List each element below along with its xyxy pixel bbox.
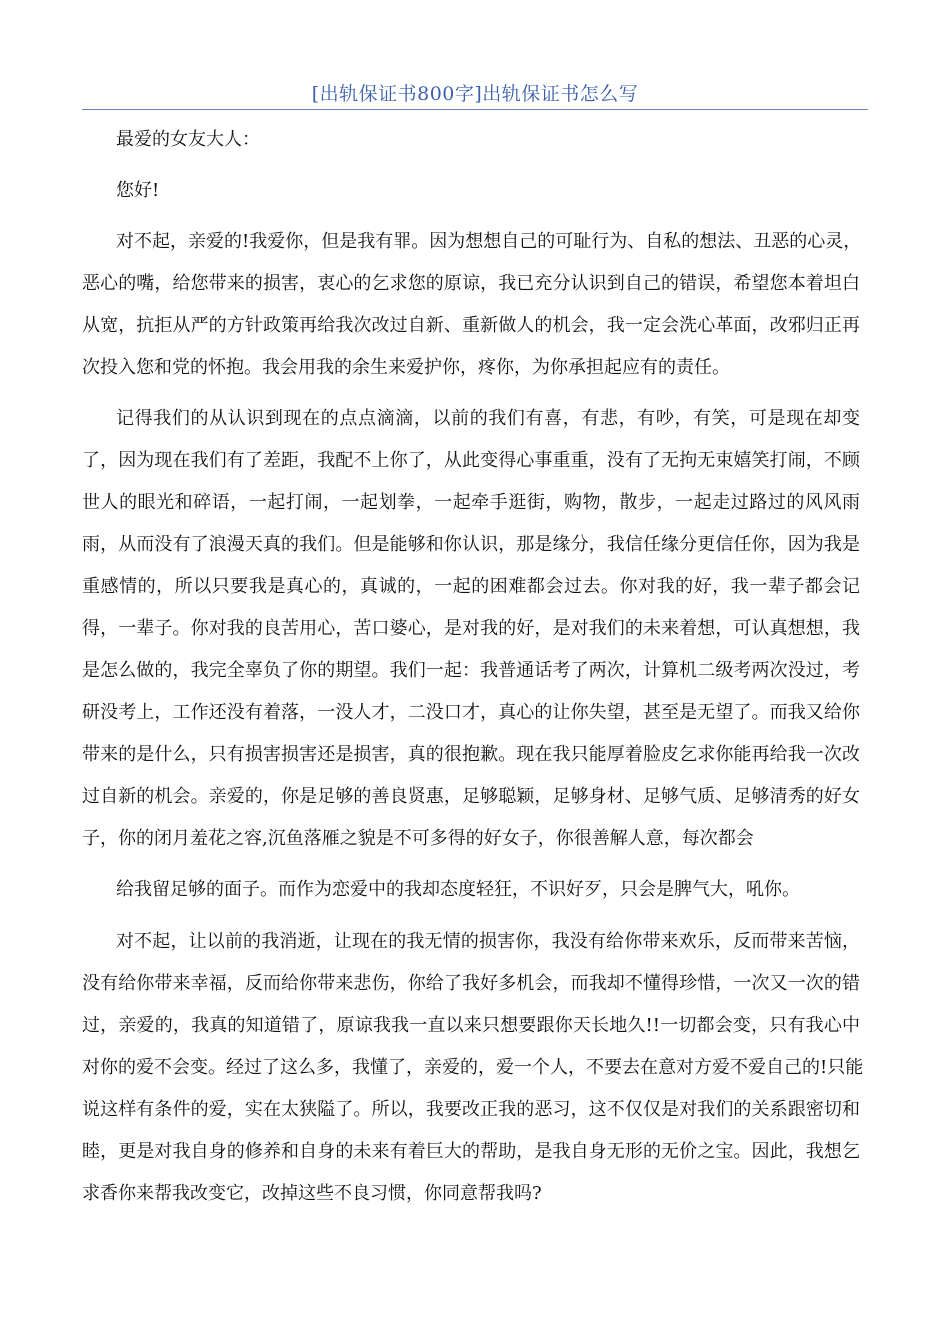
paragraph-line: 是怎么做的，我完全辜负了你的期望。我们一起：我普通话考了两次，计算机二级考两次没过，考 [82, 660, 860, 681]
paragraph-line: 对不起，让以前的我消逝，让现在的我无情的损害你，我没有给你带来欢乐，反而带来苦恼， [116, 931, 860, 952]
paragraph-line: 雨，从而没有了浪漫天真的我们。但是能够和你认识，那是缘分，我信任缘分更信任你，因为我是 [82, 534, 860, 555]
paragraph-line: 过，亲爱的，我真的知道错了，原谅我我一直以来只想要跟你天长地久!!一切都会变，只有我心中 [82, 1015, 860, 1036]
paragraph-line: 世人的眼光和碎语，一起打闹，一起划拳，一起牵手逛街，购物，散步，一起走过路过的风风雨 [82, 492, 860, 513]
paragraph-line: 说这样有条件的爱，实在太狭隘了。所以，我要改正我的恶习，这不仅仅是对我们的关系跟密切和 [82, 1099, 860, 1120]
paragraph-line: 次投入您和党的怀抱。我会用我的余生来爱护你，疼你，为你承担起应有的责任。 [82, 357, 730, 378]
paragraph-line: 了，因为现在我们有了差距，我配不上你了，从此变得心事重重，没有了无拘无束嬉笑打闹，不顾 [82, 450, 860, 471]
paragraph-line: 过自新的机会。亲爱的，你是足够的善良贤惠，足够聪颖，足够身材、足够气质、足够清秀的好女 [82, 786, 860, 807]
paragraph-line: 得，一辈子。你对我的良苦用心，苦口婆心，是对我的好，是对我们的未来着想，可认真想想，我 [82, 618, 860, 639]
salutation: 最爱的女友大人： [116, 129, 260, 150]
document-title: [出轨保证书800字]出轨保证书怎么写 [311, 83, 639, 105]
paragraph-line: 子，你的闭月羞花之容,沉鱼落雁之貌是不可多得的好女子，你很善解人意，每次都会 [82, 828, 754, 849]
paragraph-line: 给我留足够的面子。而作为恋爱中的我却态度轻狂，不识好歹，只会是脾气大，吼你。 [116, 879, 800, 900]
paragraph-line: 没有给你带来幸福，反而给你带来悲伤，你给了我好多机会，而我却不懂得珍惜，一次又一次的错 [82, 973, 860, 994]
paragraph-line: 研没考上，工作还没有着落，一没人才，二没口才，真心的让你失望，甚至是无望了。而我又给你 [82, 702, 860, 723]
paragraph-line: 带来的是什么，只有损害损害还是损害，真的很抱歉。现在我只能厚着脸皮乞求你能再给我一次改 [82, 744, 860, 765]
paragraph-line: 恶心的嘴，给您带来的损害，衷心的乞求您的原谅，我已充分认识到自己的错误，希望您本着坦白 [82, 273, 860, 294]
paragraph-line: 求香你来帮我改变它，改掉这些不良习惯，你同意帮我吗? [82, 1183, 542, 1204]
paragraph-line: 记得我们的从认识到现在的点点滴滴，以前的我们有喜，有悲，有吵，有笑，可是现在却变 [116, 408, 860, 429]
paragraph-line: 重感情的，所以只要我是真心的，真诚的，一起的困难都会过去。你对我的好，我一辈子都会记 [82, 576, 860, 597]
greeting: 您好! [116, 180, 160, 201]
paragraph-line: 从宽，抗拒从严的方针政策再给我次改过自新、重新做人的机会，我一定会洗心革面，改邪归正再 [82, 315, 860, 336]
paragraph-line: 睦，更是对我自身的修养和自身的未来有着巨大的帮助，是我自身无形的无价之宝。因此，我想乞 [82, 1141, 860, 1162]
paragraph-line: 对不起，亲爱的!我爱你，但是我有罪。因为想想自己的可耻行为、自私的想法、丑恶的心灵， [116, 231, 862, 252]
title-divider [82, 109, 868, 110]
paragraph-line: 对你的爱不会变。经过了这么多，我懂了，亲爱的，爱一个人，不要去在意对方爱不爱自己的!只能 [82, 1057, 864, 1078]
